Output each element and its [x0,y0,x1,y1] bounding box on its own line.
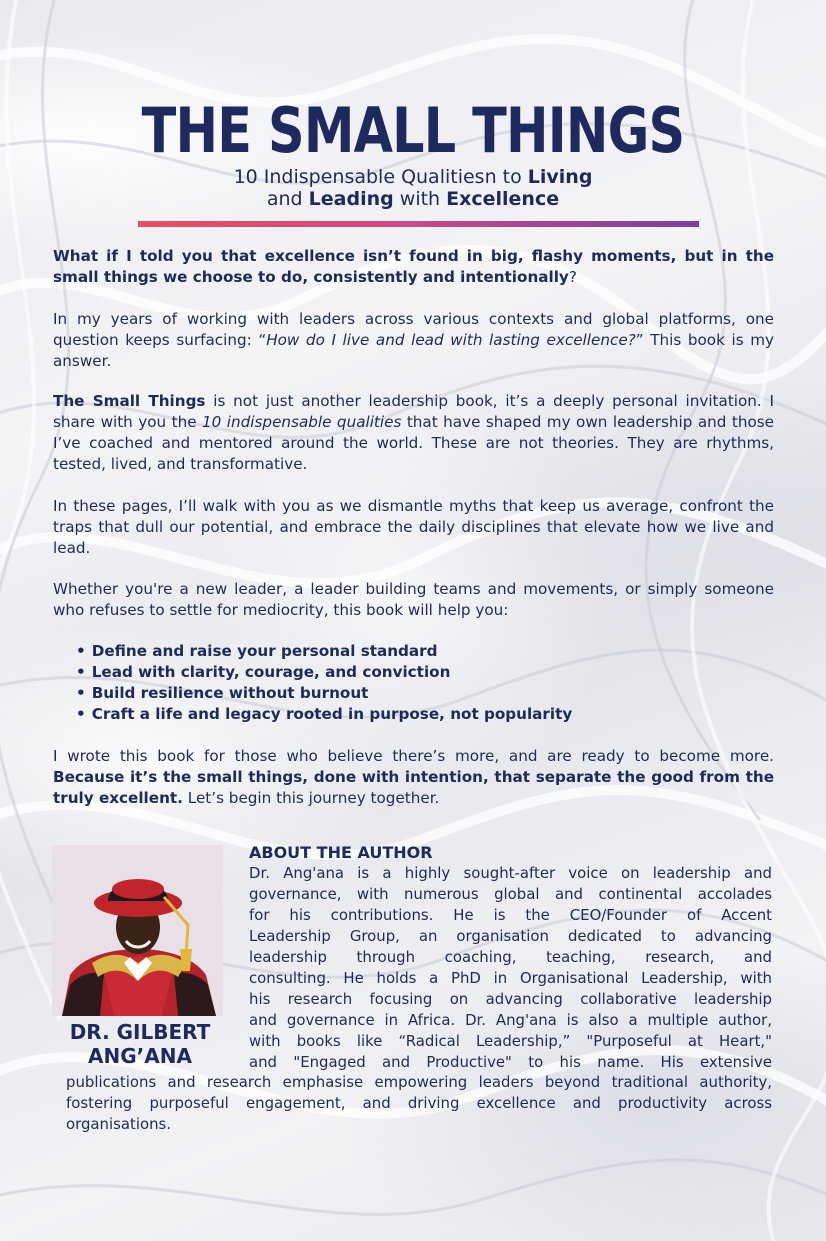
author-name [52,1020,228,1068]
paragraph-italic: 10 indispensable qualities [202,413,402,431]
bio-line: Dr. Ang'ana is a highly sought-after voice on leadership and [249,864,772,882]
paragraph-text: that have shaped my own leadership and those I’ve coached and mentored around the world. These are not theories. They are rhythms, tested, lived, and transformative. [53,413,774,473]
bio-line: consulting. He holds a PhD in Organisational Leadership, with [249,969,772,987]
benefits-list [76,641,776,725]
paragraph-5: Whether you're a new leader, a leader building teams and movements, or simply someone who refuses to settle for mediocrity, this book will help you: [53,580,774,619]
closing-bold-text: Because it’s the small things, done with intention, that separate the good from the truly excellent. [53,768,774,807]
bio-line: for his contributions. He is the CEO/Founder of Accent [249,906,772,924]
book-subtitle [0,166,826,210]
author-photo [52,845,223,1016]
book-name-bold: The Small Things [53,392,206,410]
paragraph-text: is not just another leadership book, it’s a deeply personal invitation. I share with you the [53,392,774,431]
intro-paragraph [53,246,774,288]
author-bio-continued: publications and research emphasise empowering leaders beyond traditional authority, fostering purposeful engagement, and driving excellence and productivity across organisations. [66,1073,772,1133]
about-author-heading: ABOUT THE AUTHOR [249,843,433,862]
paragraph-2 [53,309,774,372]
bio-line: and governance in Africa. Dr. Ang'ana is also a multiple author, [249,1011,772,1029]
paragraph-text: Let’s begin this journey together. [182,789,440,807]
closing-paragraph [53,746,774,809]
author-name-line: ANG’ANA [88,1044,192,1068]
paragraph-4: In these pages, I’ll walk with you as we dismantle myths that keep us average, confront the traps that dull our potential, and embrace the daily disciplines that elevate how we live and lead. [53,497,774,557]
paragraph-italic: How do I live and lead with lasting excellence? [266,331,636,349]
list-item: • Build resilience without burnout [76,683,776,704]
list-item: • Craft a life and legacy rooted in purpose, not popularity [76,704,776,725]
bio-line: governance, with numerous global and continental accolades [249,885,772,903]
gradient-divider [138,221,699,227]
bio-line: with books like “Radical Leadership,” "Purposeful at Heart," [249,1032,772,1050]
bio-line: leadership through coaching, teaching, research, and [249,948,772,966]
subtitle-emphasis: Leading [308,188,394,210]
paragraph-text: I wrote this book for those who believe there’s more, and are ready to become more. [53,747,774,765]
bio-line: Leadership Group, an organisation dedicated to advancing [249,927,772,945]
paragraph-text: In my years of working with leaders across various contexts and global platforms, one question keeps surfacing: “ [53,310,774,349]
bio-line: and "Engaged and Productive" to his name. His extensive [249,1053,772,1071]
paragraph-3 [53,391,774,475]
list-item: • Define and raise your personal standard [76,641,776,662]
author-name-line: DR. GILBERT [69,1020,211,1044]
list-item: • Lead with clarity, courage, and conviction [76,662,776,683]
subtitle-emphasis: Living [527,166,593,188]
author-bio [249,863,772,1073]
subtitle-text: with [393,188,447,210]
intro-end: ? [568,268,577,286]
subtitle-text: 10 Indispensable Qualitiesn to [233,166,528,188]
book-title: THE SMALL THINGS [141,94,685,167]
paragraph-text: ” This book is my answer. [53,331,774,370]
subtitle-text: and [266,188,309,210]
subtitle-emphasis: Excellence [446,188,560,210]
intro-bold-text: What if I told you that excellence isn’t found in big, flashy moments, but in the small things we choose to do, consistently and intentionally [53,247,774,286]
bio-line: his research focusing on advancing collaborative leadership [249,990,772,1008]
